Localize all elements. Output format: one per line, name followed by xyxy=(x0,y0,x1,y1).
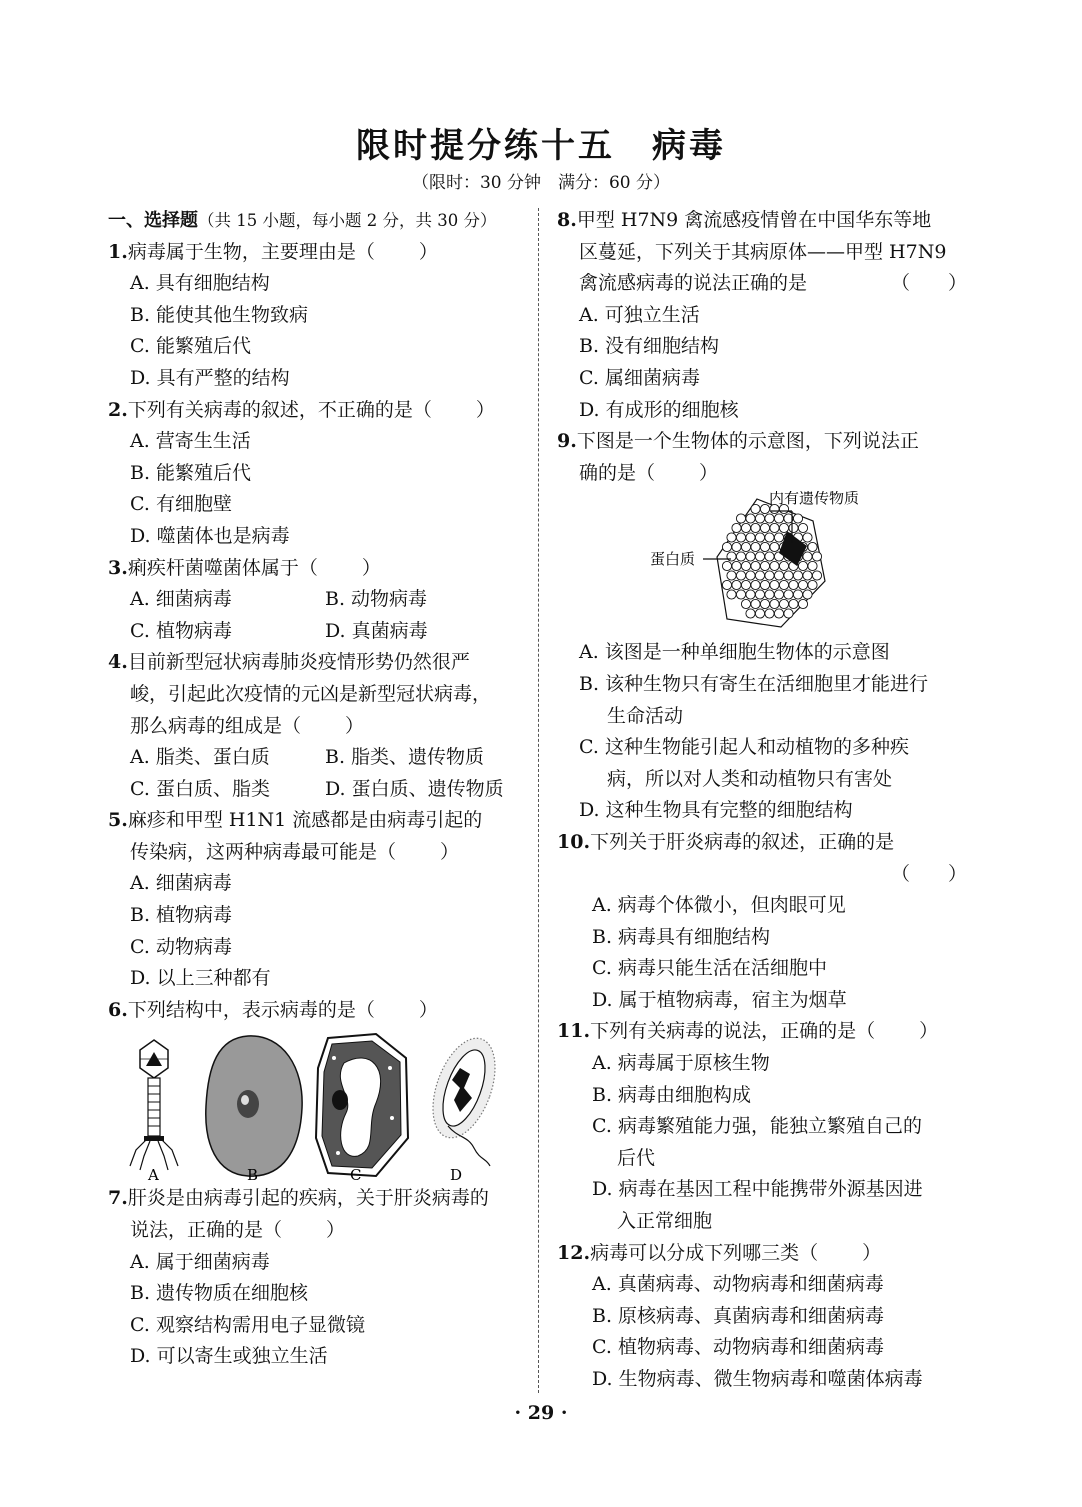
capsomere xyxy=(736,533,745,542)
option: D. 生物病毒、微生物病毒和噬菌体病毒 xyxy=(592,1368,923,1390)
column-divider xyxy=(538,208,539,1393)
option: A. 属于细菌病毒 xyxy=(130,1250,270,1273)
capsomere xyxy=(741,524,750,533)
capsomere xyxy=(746,514,755,523)
capsomere xyxy=(803,552,812,561)
capsomere xyxy=(784,609,793,618)
capsomere xyxy=(751,505,760,514)
capsomere xyxy=(751,543,760,552)
option: B. 脂类、遗传物质 xyxy=(325,746,485,769)
capsomere xyxy=(746,590,755,599)
option: B. 能使其他生物致病 xyxy=(130,303,309,326)
capsomere xyxy=(751,600,760,609)
question-5: 5.麻疹和甲型 H1N1 流感都是由病毒引起的 传染病，这两种病毒最可能是（ ） A. 细菌病毒 B. 植物病毒 C. 动物病毒 D. 以上三种都有 xyxy=(108,805,528,995)
option: D. 有成形的细胞核 xyxy=(579,398,739,421)
capsomere xyxy=(774,514,783,523)
plant-cell-icon xyxy=(316,1034,408,1176)
capsomere xyxy=(736,514,745,523)
capsomere xyxy=(789,524,798,533)
option: D. 噬菌体也是病毒 xyxy=(130,524,290,547)
capsomere xyxy=(746,533,755,542)
capsomere xyxy=(789,600,798,609)
option: B. 没有细胞结构 xyxy=(579,335,720,358)
right-column xyxy=(557,205,967,1396)
capsomere xyxy=(765,533,774,542)
option: B. 遗传物质在细胞核 xyxy=(130,1282,309,1305)
capsomere xyxy=(727,571,736,580)
capsomere xyxy=(760,543,769,552)
option: A. 细菌病毒 xyxy=(130,872,232,895)
option: C. 能繁殖后代 xyxy=(130,335,251,358)
capsomere xyxy=(765,571,774,580)
capsomere xyxy=(779,581,788,590)
capsomere xyxy=(741,562,750,571)
capsomere xyxy=(760,581,769,590)
capsomere xyxy=(779,562,788,571)
capsomere xyxy=(736,571,745,580)
label-protein: 蛋白质 xyxy=(650,550,696,569)
left-column xyxy=(108,205,528,1373)
capsomere xyxy=(755,533,764,542)
capsomere xyxy=(732,562,741,571)
capsomere xyxy=(760,562,769,571)
option: D. 这种生物具有完整的细胞结构 xyxy=(579,799,853,822)
capsomere xyxy=(760,524,769,533)
capsomere xyxy=(808,581,817,590)
capsomere xyxy=(803,571,812,580)
capsomere xyxy=(774,590,783,599)
capsomere xyxy=(808,543,817,552)
capsomere xyxy=(727,552,736,561)
page-number: · 29 · xyxy=(514,1402,568,1424)
option: B. 能繁殖后代 xyxy=(130,461,252,484)
option: C. 这种生物能引起人和动植物的多种疾 xyxy=(579,736,909,759)
capsomere xyxy=(746,609,755,618)
capsomere xyxy=(774,533,783,542)
question-1: 1.病毒属于生物，主要理由是（ ） A. 具有细胞结构 B. 能使其他生物致病 C. 能繁殖后代 D. 具有严整的结构 xyxy=(108,237,528,395)
option: C. 植物病毒、动物病毒和细菌病毒 xyxy=(592,1336,884,1359)
capsomere xyxy=(732,581,741,590)
section-heading: 一、选择题（共 15 小题，每小题 2 分，共 30 分） xyxy=(108,210,497,231)
capsomere xyxy=(784,590,793,599)
capsomere xyxy=(741,581,750,590)
capsomere xyxy=(755,552,764,561)
option: D. 具有严整的结构 xyxy=(130,366,290,389)
fig-label-a: A xyxy=(148,1166,159,1185)
question-2: 2.下列有关病毒的叙述，不正确的是（ ） A. 营寄生生活 B. 能繁殖后代 C. 有细胞壁 D. 噬菌体也是病毒 xyxy=(108,395,528,553)
option: B. 该种生物只有寄生在活细胞里才能进行 xyxy=(579,672,929,695)
option: B. 病毒由细胞构成 xyxy=(592,1083,752,1106)
option: D. 以上三种都有 xyxy=(130,967,271,990)
capsomere xyxy=(755,609,764,618)
question-7: 7.肝炎是由病毒引起的疾病，关于肝炎病毒的 说法，正确的是（ ） A. 属于细菌病毒 B. 遗传物质在细胞核 C. 观察结构需用电子显微镜 D. 可以寄生或独立生活 xyxy=(108,1183,528,1373)
capsomere xyxy=(765,514,774,523)
capsomere xyxy=(798,581,807,590)
capsomere xyxy=(798,562,807,571)
virus-diagram xyxy=(557,491,967,637)
capsomere xyxy=(779,600,788,609)
question-4: 4.目前新型冠状病毒肺炎疫情形势仍然很严 峻，引起此次疫情的元凶是新型冠状病毒， 那么病毒的组成是（ ） A. 脂类、蛋白质 B. 脂类、遗传物质 C. 蛋白质、脂类 D. 蛋白质、遗传物质 xyxy=(108,647,528,805)
capsomere xyxy=(736,590,745,599)
option: C. 蛋白质、脂类 xyxy=(130,777,270,800)
option: A. 病毒属于原核生物 xyxy=(592,1052,770,1075)
option: C. 病毒只能生活在活细胞中 xyxy=(592,957,827,980)
capsomere xyxy=(770,600,779,609)
option: A. 营寄生生活 xyxy=(130,430,251,453)
option: C. 有细胞壁 xyxy=(130,493,232,516)
option: C. 观察结构需用电子显微镜 xyxy=(130,1313,365,1336)
option: C. 植物病毒 xyxy=(130,619,232,642)
capsomere xyxy=(755,571,764,580)
fig-label-b: B xyxy=(247,1166,259,1185)
question-6: 6.下列结构中，表示病毒的是（ ） A B C D xyxy=(108,995,528,1184)
capsomere xyxy=(765,590,774,599)
option: A. 可独立生活 xyxy=(579,303,700,326)
page-title: 限时提分练十五 病毒 xyxy=(356,126,726,166)
animal-cell-icon xyxy=(206,1036,302,1176)
capsomere xyxy=(727,590,736,599)
capsomere xyxy=(732,524,741,533)
capsomere xyxy=(770,581,779,590)
option: B. 动物病毒 xyxy=(325,588,428,611)
capsomere xyxy=(755,514,764,523)
capsomere xyxy=(793,590,802,599)
fig-label-d: D xyxy=(450,1166,463,1185)
capsomere xyxy=(812,571,821,580)
capsomere xyxy=(774,609,783,618)
option: A. 病毒个体微小，但肉眼可见 xyxy=(592,894,846,917)
capsomere xyxy=(793,571,802,580)
question-10: 10.下列关于肝炎病毒的叙述，正确的是 （ ） A. 病毒个体微小，但肉眼可见 B. 病毒具有细胞结构 C. 病毒只能生活在活细胞中 D. 属于植物病毒，宿主为烟草 xyxy=(557,827,967,1017)
capsomere xyxy=(751,581,760,590)
capsomere xyxy=(765,552,774,561)
capsomere xyxy=(774,571,783,580)
question-12: 12.病毒可以分成下列哪三类（ ） A. 真菌病毒、动物病毒和细菌病毒 B. 原核病毒、真菌病毒和细菌病毒 C. 植物病毒、动物病毒和细菌病毒 D. 生物病毒、微生物病毒和噬菌体病毒 xyxy=(557,1238,967,1396)
question-11: 11.下列有关病毒的说法，正确的是（ ） A. 病毒属于原核生物 B. 病毒由细胞构成 C. 病毒繁殖能力强，能独立繁殖自己的 后代 D. 病毒在基因工程中能携带外源基因进 入正常细胞 xyxy=(557,1016,967,1237)
label-genetic-material: 内有遗传物质 xyxy=(769,491,860,508)
option: B. 病毒具有细胞结构 xyxy=(592,925,771,948)
option: C. 病毒繁殖能力强，能独立繁殖自己的 xyxy=(592,1115,922,1138)
capsomere xyxy=(765,609,774,618)
option: D. 可以寄生或独立生活 xyxy=(130,1345,328,1368)
capsomere xyxy=(770,543,779,552)
question-8: 8.甲型 H7N9 禽流感疫情曾在中国华东等地 区蔓延，下列关于其病原体——甲型 H7N9 禽流感病毒的说法正确的是 （ ） A. 可独立生活 B. 没有细胞结构 C. 属细菌病毒 D. 有成形的细胞核 xyxy=(557,205,967,426)
option: A. 真菌病毒、动物病毒和细菌病毒 xyxy=(592,1273,884,1296)
bacterium-icon xyxy=(421,1030,507,1166)
fig-label-c: C xyxy=(350,1166,362,1185)
page-subtitle: （限时：30 分钟 满分：60 分） xyxy=(411,173,671,193)
option: A. 具有细胞结构 xyxy=(130,272,270,295)
option: A. 脂类、蛋白质 xyxy=(130,746,270,769)
capsomere xyxy=(793,514,802,523)
capsomere xyxy=(732,543,741,552)
capsomere xyxy=(803,590,812,599)
capsomere xyxy=(746,571,755,580)
option: B. 植物病毒 xyxy=(130,904,233,927)
capsomere xyxy=(784,571,793,580)
capsomere xyxy=(722,543,731,552)
capsomere xyxy=(803,533,812,542)
capsomere xyxy=(755,590,764,599)
option: D. 蛋白质、遗传物质 xyxy=(325,777,504,800)
option: B. 原核病毒、真菌病毒和细菌病毒 xyxy=(592,1304,885,1327)
capsomere xyxy=(770,524,779,533)
option: A. 细菌病毒 xyxy=(130,588,232,611)
capsomere xyxy=(736,552,745,561)
capsomere xyxy=(808,562,817,571)
question-9: 9.下图是一个生物体的示意图，下列说法正 确的是（ ） 内有遗传物质 蛋白质 A. 该图是一种单细胞生物体的示意图 B. 该种生物只有寄生在活细胞里才能进行 生命活动 C. 这种生物能引起人和动植物的多种疾 病，所以对人类和动植物只有害处 D. 这种生物具有完整的细胞结构 xyxy=(557,426,967,827)
capsomere xyxy=(727,533,736,542)
option: D. 属于植物病毒，宿主为烟草 xyxy=(592,988,847,1011)
capsomere xyxy=(812,552,821,561)
capsomere xyxy=(751,562,760,571)
capsomere xyxy=(722,581,731,590)
option: C. 动物病毒 xyxy=(130,935,232,958)
capsomere xyxy=(760,600,769,609)
capsomere xyxy=(722,562,731,571)
capsomere xyxy=(789,581,798,590)
capsomere xyxy=(798,600,807,609)
q6-figures xyxy=(108,1028,528,1183)
capsomere xyxy=(741,543,750,552)
bacteriophage-icon xyxy=(130,1040,178,1170)
option: D. 病毒在基因工程中能携带外源基因进 xyxy=(592,1178,923,1201)
option: D. 真菌病毒 xyxy=(325,619,428,642)
capsomere xyxy=(751,524,760,533)
question-3: 3.痢疾杆菌噬菌体属于（ ） A. 细菌病毒 B. 动物病毒 C. 植物病毒 D. 真菌病毒 xyxy=(108,553,528,648)
capsomere xyxy=(741,600,750,609)
option: C. 属细菌病毒 xyxy=(579,366,700,389)
option: A. 该图是一种单细胞生物体的示意图 xyxy=(579,641,890,664)
capsomere xyxy=(798,524,807,533)
capsomere xyxy=(770,562,779,571)
capsomere xyxy=(746,552,755,561)
